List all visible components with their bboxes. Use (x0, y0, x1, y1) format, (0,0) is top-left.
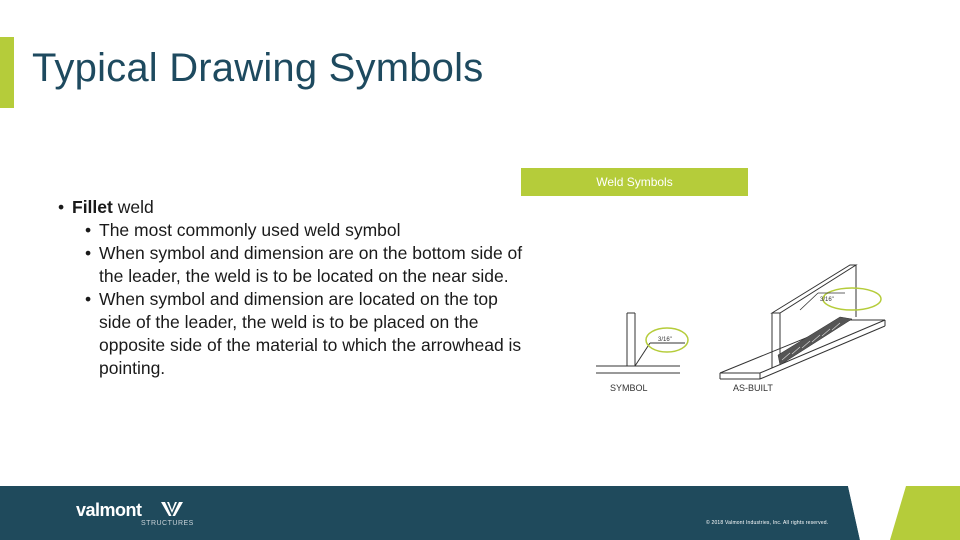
sub-bullet-3: • When symbol and dimension are located on the top side of the leader, the weld is to be placed on the opposite side of the material to which the arrowhead is pointing. (72, 288, 528, 380)
asbuilt-leader-text: 3/16" (820, 297, 834, 303)
asbuilt-arrow-leader (800, 293, 818, 310)
weld-diagram (590, 255, 900, 400)
symbol-arrow-leader (635, 343, 650, 366)
sub-bullet-1: • The most commonly used weld symbol (72, 219, 528, 242)
valmont-logo-text: valmont (76, 500, 142, 520)
footer-background (0, 486, 960, 540)
symbol-drawing (596, 313, 688, 373)
bullet-fillet-weld (58, 196, 528, 219)
asbuilt-drawing (720, 265, 885, 379)
bullet-fillet-rest: weld (112, 197, 154, 217)
asbuilt-label: AS-BUILT (733, 383, 773, 393)
symbol-leader-text: 3/16" (658, 337, 672, 343)
symbol-label: SYMBOL (610, 383, 648, 393)
valmont-logo-icon (161, 500, 183, 518)
sub-bullet-2: • When symbol and dimension are on the bottom side of the leader, the weld is to be located on the near side. (72, 242, 528, 288)
bullet-fillet-bold: Fillet (72, 197, 113, 217)
asbuilt-weld-bead (778, 317, 852, 365)
footer (0, 486, 960, 540)
title-accent-bar (0, 37, 14, 108)
bullet-list (58, 196, 528, 380)
valmont-structures-text: STRUCTURES (141, 520, 194, 527)
slide-title: Typical Drawing Symbols (32, 46, 484, 90)
weld-symbols-header: Weld Symbols (521, 168, 748, 196)
copyright-text: © 2018 Valmont Industries, Inc. All rights reserved. (706, 520, 829, 526)
